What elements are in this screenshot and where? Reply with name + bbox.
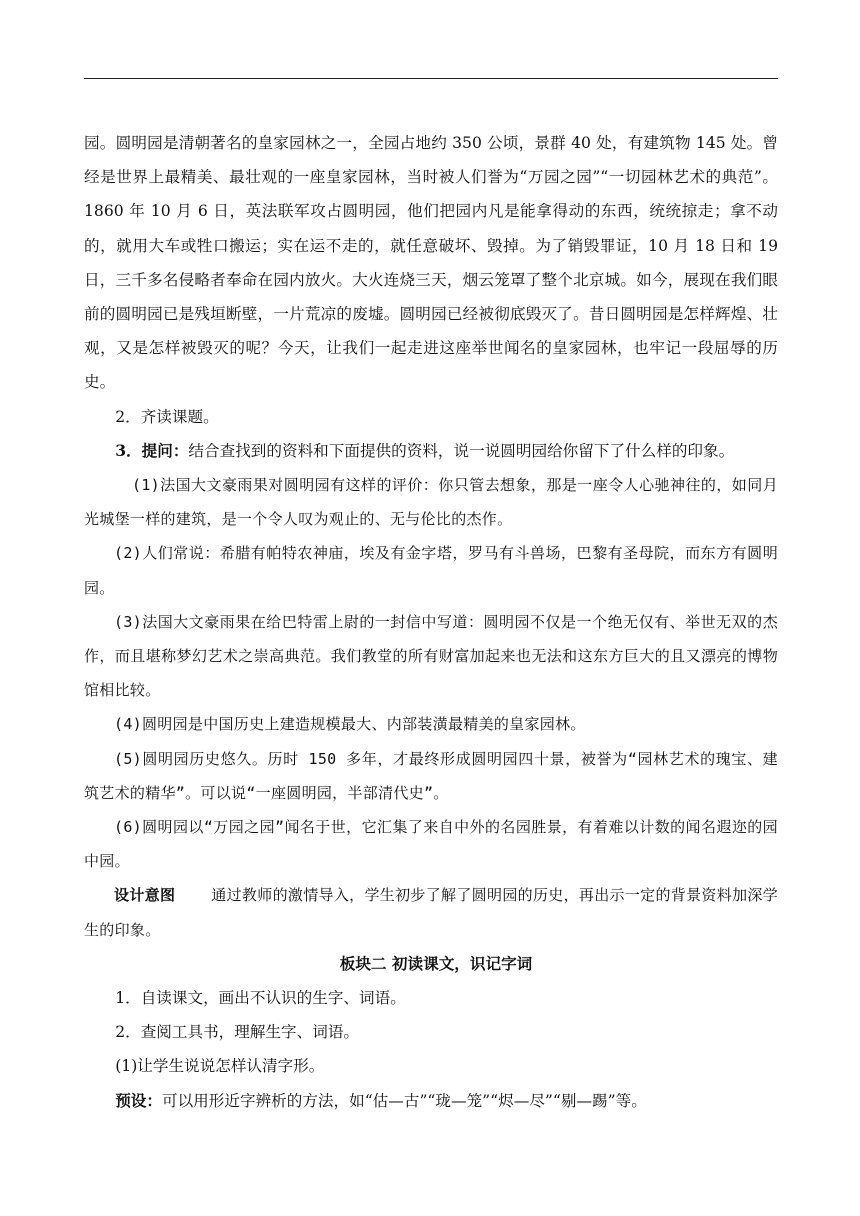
intro-paragraph: 园。圆明园是清朝著名的皇家园林之一，全园占地约 350 公顷，景群 40 处，有建筑物 145 处。曾经是世界上最精美、最壮观的一座皇家园林，当时被人们誉为“万园之园”“一切园林艺术的典范”。1860 年 10 月 6 日，英法联军攻占圆明园，他们把园内凡是能拿得动的东西，统统掠走；拿不动的，就用大车或牲口搬运；实在运不走的，就任意破坏、毁掉。为了销毁罪证，10 月 18 日和 19 日，三千多名侵略者奉命在园内放火。大火连烧三天，烟云笼罩了整个北京城。如今，展现在我们眼前的圆明园已是残垣断壁，一片荒凉的废墟。圆明园已经被彻底毁灭了。昔日圆明园是怎样辉煌、壮观，又是怎样被毁灭的呢？今天，让我们一起走进这座举世闻名的皇家园林，也牢记一段屈辱的历史。: [84, 134, 778, 392]
design-intent: [84, 878, 778, 946]
quote-1-hugo: (1)法国大文豪雨果对圆明园有这样的评价：你只管去想象，那是一座令人心驰神往的，如同月光城堡一样的建筑，是一个令人叹为观止的、无与伦比的杰作。: [84, 476, 778, 529]
quote-3-hugo-letter: (3)法国大文豪雨果在给巴特雷上尉的一封信中写道：圆明园不仅是一个绝无仅有、举世无双的杰作，而且堪称梦幻艺术之崇高典范。我们教堂的所有财富加起来也无法和这东方巨大的且又漂亮的博物馆相比较。: [84, 612, 778, 700]
section-2-step-1: 1．自读课文，画出不认识的生字、词语。: [115, 989, 406, 1008]
quote-4-scale: (4)圆明园是中国历史上建造规模最大、内部装潢最精美的皇家园林。: [114, 715, 586, 734]
preset-text: 可以用形近字辨析的方法，如“估—古”“珑—笼”“烬—尽”“剔—踢”等。: [161, 1091, 647, 1110]
step-3-question: [84, 434, 778, 468]
section-2-sub-1: (1)让学生说说怎样认清字形。: [115, 1057, 325, 1076]
header-rule: [84, 78, 778, 79]
quote-6-gardens: (6)圆明园以“万园之园”闻名于世，它汇集了来自中外的名园胜景，有着难以计数的闻名遐迩的园中园。: [84, 818, 778, 871]
question-text: 结合查找到的资料和下面提供的资料，说一说圆明园给你留下了什么样的印象。: [188, 441, 735, 460]
document-body: [84, 126, 778, 1118]
section-2-title: 板块二 初读课文，识记字词: [339, 953, 533, 973]
preset-label: 预设：: [115, 1090, 162, 1110]
design-intent-label: 设计意图: [114, 886, 176, 905]
question-label: 3．提问：: [115, 440, 189, 460]
quote-2-saying: (2)人们常说：希腊有帕特农神庙，埃及有金字塔，罗马有斗兽场，巴黎有圣母院，而东方有圆明园。: [84, 544, 778, 597]
section-2-step-2: 2．查阅工具书，理解生字、词语。: [115, 1023, 360, 1042]
quote-5-history: (5)圆明园历史悠久。历时 150 多年，才最终形成圆明园四十景，被誉为“园林艺术的瑰宝、建筑艺术的精华”。可以说“一座圆明园，半部清代史”。: [84, 749, 778, 802]
preset-note: [84, 1084, 778, 1118]
design-intent-text: 通过教师的激情导入，学生初步了解了圆明园的历史，再出示一定的背景资料加深学生的印象。: [84, 886, 779, 939]
step-2-read-title: 2．齐读课题。: [115, 407, 219, 426]
